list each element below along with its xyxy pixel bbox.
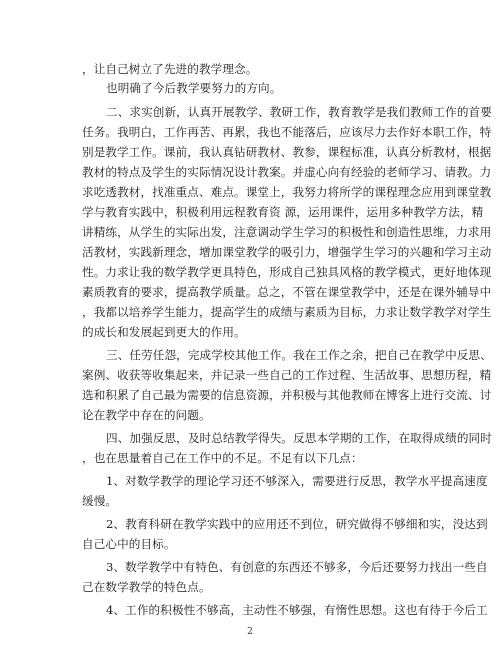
text-line-23: 2、教育科研在教学实践中的应用还不到位，研究做得不够细和实，没达到 bbox=[106, 517, 488, 531]
text-line-20: ，也在思量着自己在工作中的不足。不足有以下几点： bbox=[82, 451, 363, 465]
text-line-14: 的成长和发展起到更大的作用。 bbox=[82, 325, 246, 339]
text-line-2: 也明确了今后教学要努力的方向。 bbox=[106, 81, 282, 95]
text-line-19: 四、加强反思，及时总结教学得失。反思本学期的工作，在取得成绩的同时 bbox=[106, 431, 492, 445]
text-line-6: 教材的特点及学生的实际情况设计教案。并虚心向有经验的老师学习、请教。力 bbox=[82, 165, 492, 179]
text-line-9: 讲精练，从学生的实际出发，注意调动学生学习的积极性和创造性思维，力求用 bbox=[82, 225, 492, 239]
text-line-7: 求吃透教材，找准重点、难点。课堂上，我努力将所学的课程理念应用到课堂教 bbox=[82, 185, 492, 199]
text-line-22: 缓慢。 bbox=[82, 494, 118, 508]
text-line-1: ，让自己树立了先进的教学理念。 bbox=[82, 62, 258, 76]
text-line-25: 3、数学教学中有特色、有创意的东西还不够多，今后还要努力找出一些自 bbox=[106, 560, 488, 574]
text-line-5: 别是教学工作。课前，我认真钻研教材、教参，课程标准，认真分析教材，根据 bbox=[82, 145, 492, 159]
page-number: 2 bbox=[247, 627, 253, 637]
text-line-10: 活教材，实践新理念，增加课堂教学的吸引力，增强学生学习的兴趣和学习主动 bbox=[82, 245, 492, 259]
text-line-15: 三、任劳任怨，完成学校其他工作。我在工作之余，把自己在教学中反思、 bbox=[106, 348, 492, 362]
text-line-16: 案例、收获等收集起来，并记录一些自己的工作过程、生活故事、思想历程，精 bbox=[82, 368, 492, 382]
text-line-24: 自己心中的目标。 bbox=[82, 537, 176, 551]
text-line-27: 4、工作的积极性不够高，主动性不够强，有惰性思想。这也有待于今后工 bbox=[106, 603, 488, 617]
text-line-3: 二、求实创新，认真开展教学、教研工作，教育教学是我们教师工作的首要 bbox=[106, 105, 492, 119]
text-line-21: 1、对数学教学的理论学习还不够深入，需要进行反思，教学水平提高速度 bbox=[106, 474, 488, 488]
text-line-4: 任务。我明白，工作再苦、再累，我也不能落后，应该尽力去作好本职工作，特 bbox=[82, 125, 492, 139]
text-line-18: 论在教学中存在的问题。 bbox=[82, 408, 211, 422]
text-line-17: 选和积累了自己最为需要的信息资源，并积极与其他教师在博客上进行交流、讨 bbox=[82, 388, 492, 402]
text-line-8: 学与教育实践中，积极利用远程教育资 源，运用课件，运用多种教学方法，精 bbox=[82, 205, 484, 219]
text-line-13: ，我都以培养学生能力，提高学生的成绩与素质为目标，力求让数学教学对学生 bbox=[82, 305, 492, 319]
text-line-11: 性。力求让我的数学教学更具特色，形成自己独具风格的教学模式，更好地体现 bbox=[82, 265, 492, 279]
text-line-26: 己在数学教学的特色点。 bbox=[82, 580, 211, 594]
text-line-12: 素质教育的要求，提高教学质量。总之，不管在课堂教学中，还是在课外辅导中 bbox=[82, 285, 492, 299]
